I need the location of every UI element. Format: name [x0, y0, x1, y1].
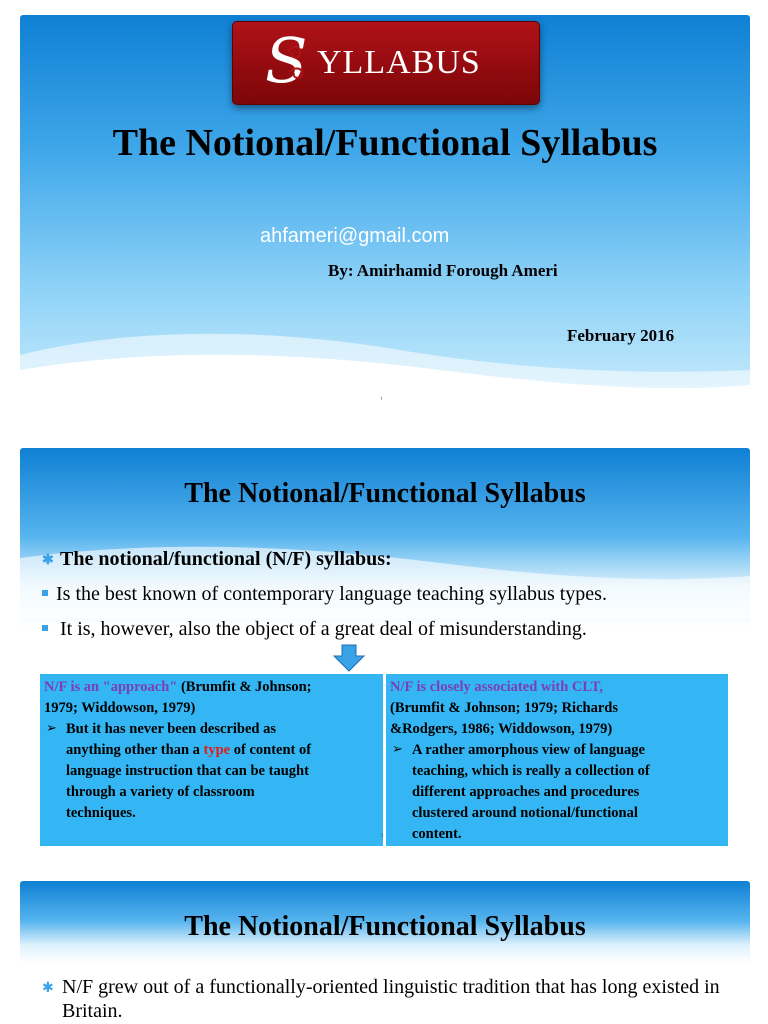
- presentation-date: February 2016: [567, 326, 675, 345]
- highlight-type: type: [203, 742, 231, 758]
- box-citation: &Rodgers, 1986; Widdowson, 1979): [390, 721, 613, 737]
- box-line: content.: [412, 826, 462, 842]
- author-byline: By: Amirhamid Forough Ameri: [328, 261, 558, 280]
- logo-initial: S: [265, 24, 308, 97]
- asterisk-bullet-icon: ✱: [42, 552, 54, 568]
- slide-title: The Notional/Functional Syllabus: [184, 911, 586, 942]
- content-slide-3: [20, 881, 750, 1024]
- chevron-right-icon: ➢: [46, 720, 57, 735]
- chevron-right-icon: ➢: [392, 741, 403, 756]
- square-bullet-icon: [42, 590, 48, 596]
- bullet-heading-text: The notional/functional (N/F) syllabus:: [60, 548, 392, 570]
- box-line: [66, 740, 311, 761]
- bullet-text: It is, however, also the object of a great deal of misunderstanding.: [60, 618, 587, 640]
- bullet-item: [42, 618, 587, 641]
- logo-wordmark: YLLABUS: [317, 44, 481, 81]
- syllabus-logo: [232, 21, 540, 105]
- box-heading-label: N/F is an "approach": [44, 679, 178, 695]
- bullet-text: N/F grew out of a functionally-oriented linguistic tradition that has long existed in Britain.: [62, 976, 720, 1022]
- slide-title: The Notional/Functional Syllabus: [184, 478, 586, 509]
- box-line: teaching, which is really a collection of: [412, 763, 650, 779]
- clt-box: [386, 674, 728, 846]
- box-line: techniques.: [66, 805, 136, 821]
- page-number: 2: [381, 834, 384, 839]
- box-citation: (Brumfit & Johnson; 1979; Richards: [390, 700, 618, 716]
- box-line: language instruction that can be taught: [66, 763, 309, 779]
- approach-box: [40, 674, 383, 846]
- page-number: 1: [380, 397, 383, 400]
- down-arrow-icon: [332, 644, 366, 672]
- box-text: of content of: [230, 742, 312, 758]
- slide-title: The Notional/Functional Syllabus: [112, 122, 658, 164]
- asterisk-bullet-icon: ✱: [42, 981, 54, 996]
- bullet-item: [42, 583, 607, 606]
- box-heading: N/F is closely associated with CLT,: [390, 679, 603, 695]
- author-email: ahfameri@gmail.com: [260, 225, 450, 247]
- box-line: through a variety of classroom: [66, 784, 255, 800]
- box-citation: 1979; Widdowson, 1979): [44, 700, 196, 716]
- logo-swirl-icon: [282, 42, 312, 84]
- box-line: A rather amorphous view of language: [412, 742, 645, 758]
- box-line: different approaches and procedures: [412, 784, 640, 800]
- content-slide-2: [20, 448, 750, 848]
- box-text: anything other than a: [66, 742, 204, 758]
- bullet-item: [42, 975, 742, 1023]
- bullet-text: Is the best known of contemporary language teaching syllabus types.: [56, 583, 607, 605]
- box-citation: (Brumfit & Johnson;: [177, 679, 312, 695]
- title-slide: [20, 15, 750, 400]
- box-heading: [44, 677, 311, 698]
- square-bullet-icon: [42, 625, 48, 631]
- box-line: But it has never been described as: [66, 721, 276, 737]
- bullet-heading: [42, 548, 392, 571]
- box-line: clustered around notional/functional: [412, 805, 638, 821]
